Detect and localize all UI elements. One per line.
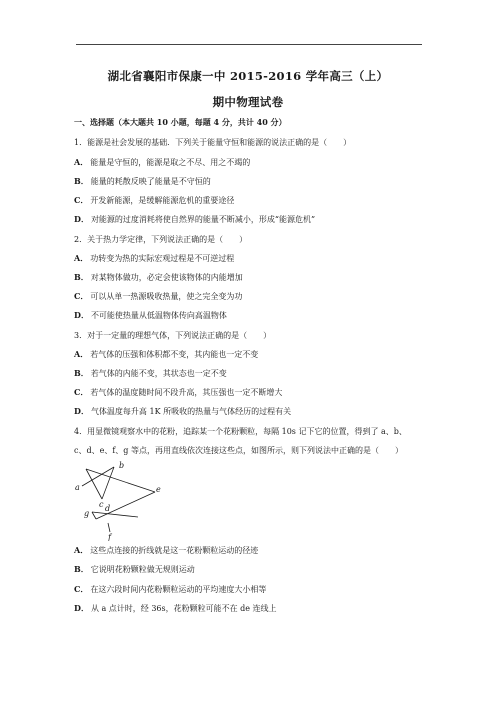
option-text: 对某物体做功，必定会使该物体的内能增加 [90, 273, 243, 282]
question-3-stem: 3．对于一定量的理想气体，下列说法正确的是（ ） [74, 331, 272, 340]
page-subtitle: 期中物理试卷 [212, 95, 284, 109]
question-1-option-a [74, 157, 250, 168]
option-letter: D． [74, 406, 89, 416]
option-text: 开发新能源，是缓解能源危机的重要途径 [90, 196, 235, 205]
option-text: 对能源的过度消耗将使自然界的能量不断减小，形成“能源危机” [90, 215, 316, 224]
question-4-option-a [74, 545, 258, 556]
option-letter: D． [74, 214, 89, 224]
option-text: 在这六段时间内花粉颗粒运动的平均速度大小相等 [90, 585, 267, 594]
option-text: 能量是守恒的，能源是取之不尽、用之不竭的 [90, 158, 251, 167]
option-letter: A． [74, 545, 89, 555]
section-heading: 一、选择题（本大题共 10 小题，每题 4 分，共计 40 分） [74, 117, 287, 127]
option-letter: D． [74, 603, 89, 613]
question-2-option-b [74, 272, 243, 283]
question-1-option-b [74, 176, 211, 187]
option-letter: D． [74, 310, 89, 320]
label-a: a [75, 483, 80, 492]
option-letter: A． [74, 349, 89, 359]
question-1-stem: 1．能源是社会发展的基础．下列关于能量守恒和能源的说法正确的是（ ） [74, 138, 352, 147]
question-2-stem: 2．关于热力学定律，下列说法正确的是（ ） [74, 235, 248, 244]
segment-tail [108, 523, 110, 532]
option-text: 气体温度每升高 1K 所吸收的热量与气体经历的过程有关 [90, 407, 292, 416]
question-1-option-c [74, 195, 234, 206]
option-text: 能量的耗散反映了能量是不守恒的 [90, 177, 211, 186]
question-2-option-a [74, 253, 234, 264]
question-2-option-d [74, 310, 227, 321]
question-3-option-d [74, 406, 291, 417]
question-3-option-c [74, 387, 282, 398]
header-rule [76, 44, 422, 45]
option-letter: A． [74, 157, 89, 167]
question-4-option-c [74, 584, 266, 595]
question-4-option-d [74, 603, 277, 614]
segment-f-g [92, 512, 96, 519]
option-letter: B． [74, 564, 89, 574]
path-diagram [72, 461, 167, 541]
question-4-stem-line2: c、d、e、f、g 等点，再用直线依次连接这些点，如图所示，则下列说法中正确的是（ ） [74, 446, 403, 455]
segment-g-h [92, 512, 138, 517]
option-text: 这些点连接的折线就是这一花粉颗粒运动的径迹 [90, 546, 259, 555]
option-text: 若气体的压强和体积都不变，其内能也一定不变 [90, 350, 259, 359]
label-c: c [99, 500, 104, 509]
page-title: 湖北省襄阳市保康一中 2015-2016 学年高三（上） [107, 69, 389, 83]
brownian-motion-figure [72, 461, 167, 541]
option-letter: C． [74, 387, 89, 397]
option-text: 从 a 点计时，经 36s，花粉颗粒可能不在 de 连线上 [90, 604, 277, 613]
label-e: e [156, 485, 161, 494]
option-text: 不可能使热量从低温物体传向高温物体 [90, 311, 227, 320]
option-letter: C． [74, 195, 89, 205]
option-text: 可以从单一热源吸收热量，使之完全变为功 [90, 292, 243, 301]
question-4-option-b [74, 564, 195, 575]
question-4-stem-line1: 4．用显微镜观察水中的花粉，追踪某一个花粉颗粒，每隔 10s 记下它的位置，得到了 a、b、 [74, 427, 407, 436]
label-b: b [119, 461, 125, 470]
option-text: 功转变为热的实际宏观过程是不可逆过程 [90, 254, 235, 263]
option-letter: B． [74, 368, 89, 378]
option-letter: A． [74, 253, 89, 263]
path-segments [82, 467, 155, 532]
option-text: 它说明花粉颗粒做无规则运动 [90, 565, 195, 574]
option-letter: B． [74, 176, 89, 186]
option-letter: C． [74, 584, 89, 594]
option-letter: C． [74, 291, 89, 301]
option-text: 若气体的温度随时间不段升高，其压强也一定不断增大 [90, 388, 283, 397]
question-1-option-d [74, 214, 315, 225]
question-2-option-c [74, 291, 242, 302]
question-3-option-a [74, 349, 258, 360]
option-letter: B． [74, 272, 89, 282]
option-text: 若气体的内能不变，其状态也一定不变 [90, 369, 227, 378]
label-f: f [108, 533, 111, 541]
label-d: d [105, 504, 111, 513]
label-g: g [84, 509, 90, 518]
segment-b-c [102, 467, 114, 499]
question-3-option-b [74, 368, 227, 379]
